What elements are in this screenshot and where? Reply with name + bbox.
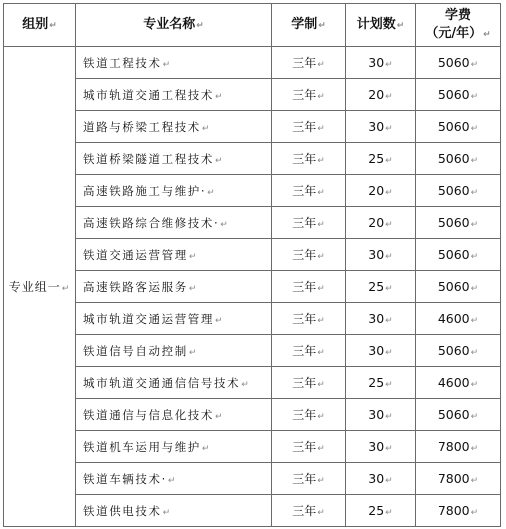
table-row (4, 367, 501, 399)
fee-cell: 7800↵ (416, 431, 501, 463)
header-row (4, 4, 501, 47)
fee-cell: 5060↵ (416, 111, 501, 143)
duration-cell: 三年↵ (272, 239, 346, 271)
fee-cell: 5060↵ (416, 399, 501, 431)
major-name-cell: 铁道交通运营管理↵ (76, 239, 272, 271)
major-name-cell: 高速铁路客运服务↵ (76, 271, 272, 303)
header-group: 组别↵ (4, 4, 76, 47)
plan-count-cell: 30↵ (346, 111, 416, 143)
duration-cell: 三年↵ (272, 367, 346, 399)
header-major: 专业名称↵ (76, 4, 272, 47)
fee-cell: 7800↵ (416, 463, 501, 495)
table-row (4, 495, 501, 527)
plan-count-cell: 25↵ (346, 143, 416, 175)
table-row (4, 431, 501, 463)
table-row (4, 143, 501, 175)
duration-cell: 三年↵ (272, 431, 346, 463)
major-name-cell: 铁道桥梁隧道工程技术↵ (76, 143, 272, 175)
header-plan: 计划数↵ (346, 4, 416, 47)
enrollment-table (3, 3, 501, 527)
fee-cell: 5060↵ (416, 207, 501, 239)
fee-cell: 5060↵ (416, 175, 501, 207)
fee-cell: 5060↵ (416, 335, 501, 367)
major-name-cell: 铁道机车运用与维护↵ (76, 431, 272, 463)
major-name-cell: 铁道供电技术↵ (76, 495, 272, 527)
major-name-cell: 高速铁路施工与维护·↵ (76, 175, 272, 207)
plan-count-cell: 30↵ (346, 239, 416, 271)
major-name-cell: 城市轨道交通工程技术↵ (76, 79, 272, 111)
plan-count-cell: 25↵ (346, 367, 416, 399)
table-row (4, 239, 501, 271)
fee-cell: 5060↵ (416, 79, 501, 111)
table-row (4, 79, 501, 111)
table-row (4, 175, 501, 207)
duration-cell: 三年↵ (272, 399, 346, 431)
major-name-cell: 高速铁路综合维修技术·↵ (76, 207, 272, 239)
duration-cell: 三年↵ (272, 463, 346, 495)
fee-cell: 5060↵ (416, 47, 501, 79)
fee-cell: 5060↵ (416, 271, 501, 303)
table-row (4, 463, 501, 495)
plan-count-cell: 30↵ (346, 335, 416, 367)
plan-count-cell: 20↵ (346, 175, 416, 207)
plan-count-cell: 25↵ (346, 495, 416, 527)
group-cell: 专业组一↵ (4, 47, 76, 527)
fee-cell: 5060↵ (416, 143, 501, 175)
plan-count-cell: 20↵ (346, 79, 416, 111)
fee-cell: 4600↵ (416, 303, 501, 335)
duration-cell: 三年↵ (272, 175, 346, 207)
table-row (4, 111, 501, 143)
table-row (4, 271, 501, 303)
plan-count-cell: 30↵ (346, 399, 416, 431)
major-name-cell: 城市轨道交通通信信号技术↵ (76, 367, 272, 399)
plan-count-cell: 30↵ (346, 431, 416, 463)
major-name-cell: 铁道工程技术↵ (76, 47, 272, 79)
fee-cell: 7800↵ (416, 495, 501, 527)
table-row (4, 207, 501, 239)
duration-cell: 三年↵ (272, 143, 346, 175)
table-row (4, 303, 501, 335)
plan-count-cell: 30↵ (346, 463, 416, 495)
plan-count-cell: 30↵ (346, 303, 416, 335)
header-fee (416, 4, 501, 47)
fee-cell: 5060↵ (416, 239, 501, 271)
table-row (4, 335, 501, 367)
plan-count-cell: 20↵ (346, 207, 416, 239)
duration-cell: 三年↵ (272, 271, 346, 303)
fee-cell: 4600↵ (416, 367, 501, 399)
duration-cell: 三年↵ (272, 495, 346, 527)
header-fee-line2: （元/年）↵ (425, 25, 491, 41)
duration-cell: 三年↵ (272, 335, 346, 367)
duration-cell: 三年↵ (272, 303, 346, 335)
duration-cell: 三年↵ (272, 79, 346, 111)
header-duration: 学制↵ (272, 4, 346, 47)
duration-cell: 三年↵ (272, 47, 346, 79)
plan-count-cell: 25↵ (346, 271, 416, 303)
major-name-cell: 铁道车辆技术·↵ (76, 463, 272, 495)
major-name-cell: 铁道信号自动控制↵ (76, 335, 272, 367)
major-name-cell: 城市轨道交通运营管理↵ (76, 303, 272, 335)
header-fee-line1: 学费 (444, 7, 471, 23)
major-name-cell: 铁道通信与信息化技术↵ (76, 399, 272, 431)
table-row (4, 47, 501, 79)
duration-cell: 三年↵ (272, 111, 346, 143)
duration-cell: 三年↵ (272, 207, 346, 239)
major-name-cell: 道路与桥梁工程技术↵ (76, 111, 272, 143)
table-row (4, 399, 501, 431)
plan-count-cell: 30↵ (346, 47, 416, 79)
